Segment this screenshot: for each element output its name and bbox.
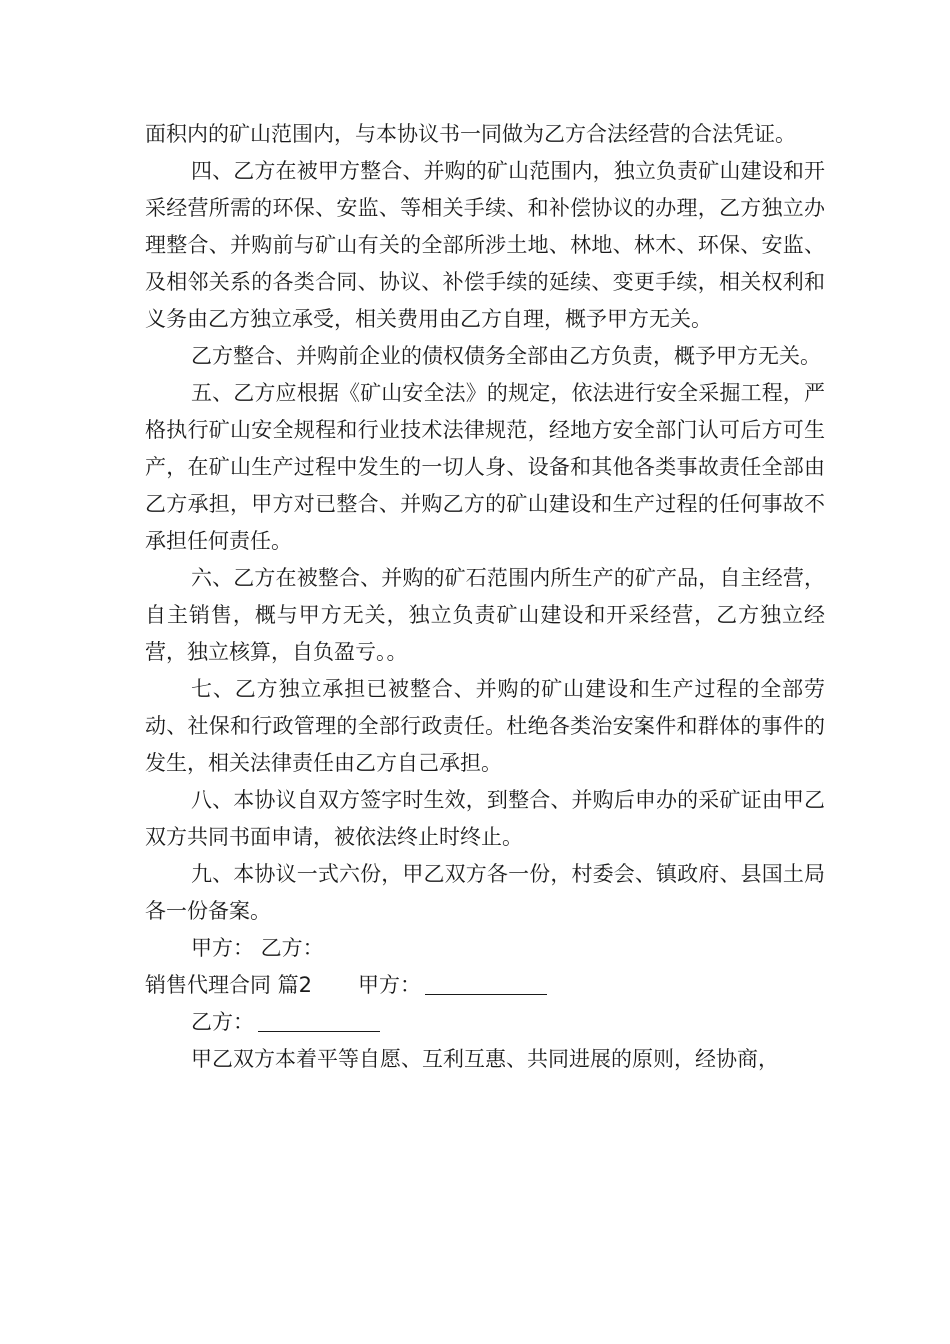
contract2-intro: 甲乙双方本着平等自愿、互利互惠、共同进展的原则，经协商， [191,1047,779,1071]
paragraph-clause-9: 九、本协议一式六份，甲乙双方各一份，村委会、镇政府、县国土局各一份备案。 [145,862,825,923]
document-page [145,116,825,1078]
paragraph-clause-7: 七、乙方独立承担已被整合、并购的矿山建设和生产过程的全部劳动、社保和行政管理的全部行政责任。杜绝各类治安案件和群体的事件的发生，相关法律责任由乙方自己承担。 [145,677,825,775]
signature-line: 甲方： 乙方： [191,936,324,960]
paragraph-debts: 乙方整合、并购前企业的债权债务全部由乙方负责，概予甲方无关。 [191,344,821,368]
paragraph-clause-5: 五、乙方应根据《矿山安全法》的规定，依法进行安全采掘工程，严格执行矿山安全规程和行业技术法律规范，经地方安全部门认可后方可生产，在矿山生产过程中发生的一切人身、设备和其他各类事故责任全部由乙方承担，甲方对已整合、并购乙方的矿山建设和生产过程的任何事故不承担任何责任。 [145,381,825,553]
party-b-blank-line [258,1009,380,1032]
paragraph-continuation: 面积内的矿山范围内，与本协议书一同做为乙方合法经营的合法凭证。 [145,122,796,146]
party-a-blank-line [425,972,547,995]
party-a-label: 甲方： [358,973,422,997]
party-b-label: 乙方： [191,1010,254,1034]
contract2-title: 销售代理合同 篇2 [145,973,313,997]
paragraph-clause-6: 六、乙方在被整合、并购的矿石范围内所生产的矿产品，自主经营，自主销售，概与甲方无关，独立负责矿山建设和开采经营，乙方独立经营，独立核算，自负盈亏。。 [145,566,825,664]
contract2-party-b [145,1004,825,1041]
contract2-party-a [358,967,547,1004]
paragraph-clause-8: 八、本协议自双方签字时生效，到整合、并购后申办的采矿证由甲乙双方共同书面申请，被依法终止时终止。 [145,788,825,849]
contract2-header-row [145,967,825,1004]
paragraph-clause-4: 四、乙方在被甲方整合、并购的矿山范围内，独立负责矿山建设和开采经营所需的环保、安监、等相关手续、和补偿协议的办理，乙方独立办理整合、并购前与矿山有关的全部所涉土地、林地、林木、环保、安监、及相邻关系的各类合同、协议、补偿手续的延续、变更手续，相关权利和义务由乙方独立承受，相关费用由乙方自理，概予甲方无关。 [145,159,825,331]
